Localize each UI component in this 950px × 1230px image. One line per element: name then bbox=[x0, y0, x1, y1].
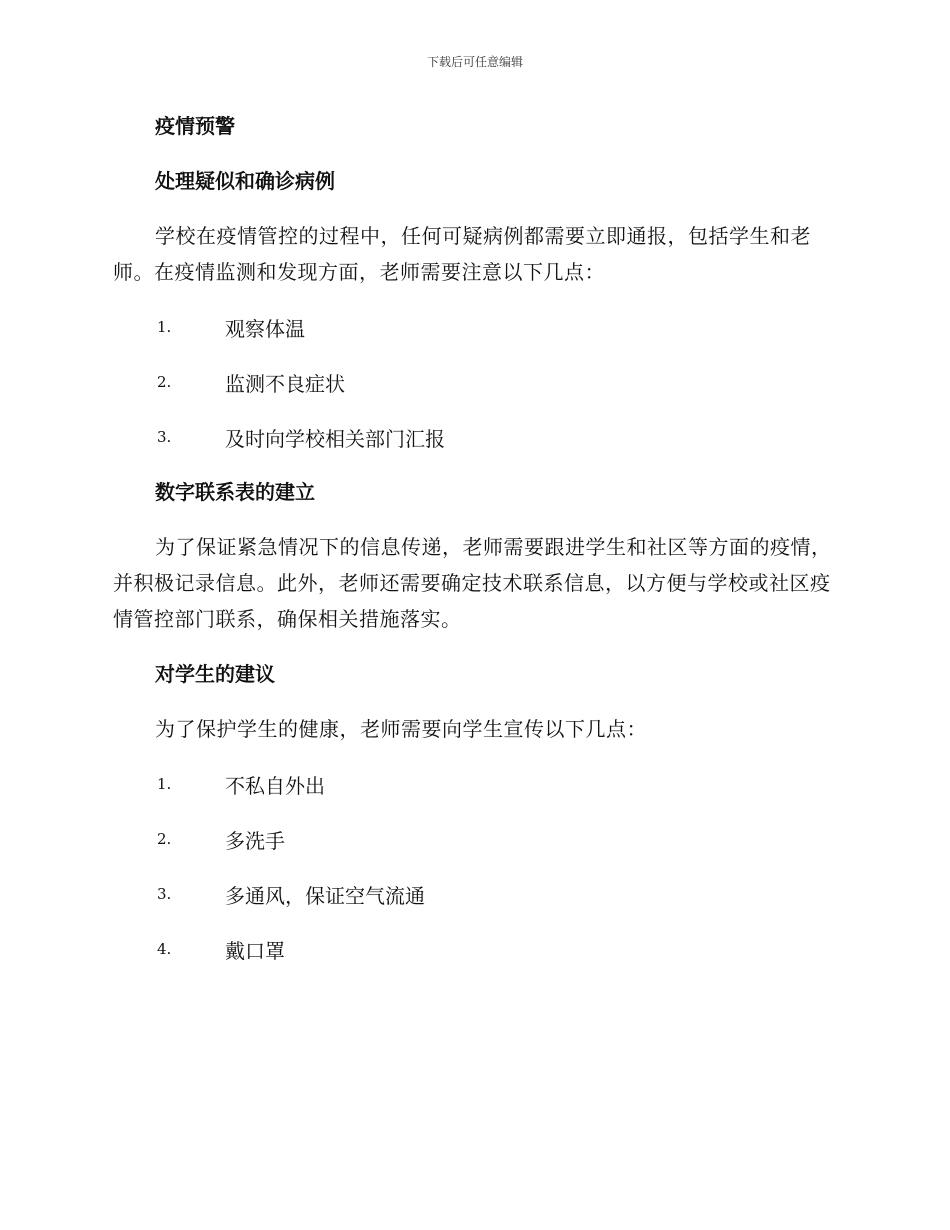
section-heading-advice: 对学生的建议 bbox=[155, 662, 275, 686]
list-item bbox=[113, 309, 833, 345]
list-item-text: 监测不良症状 bbox=[225, 371, 345, 396]
section-paragraph-contacts: 为了保证紧急情况下的信息传递，老师需要跟进学生和社区等方面的疫情，并积极记录信息。此外，老师还需要确定技术联系信息，以方便与学校或社区疫情管控部门联系，确保相关措施落实。 bbox=[113, 535, 832, 631]
list-item-number: 2. bbox=[157, 830, 172, 848]
list-item-number: 4. bbox=[157, 940, 172, 958]
page-header: 下载后可任意编辑 bbox=[426, 55, 523, 69]
advice-list bbox=[113, 766, 833, 967]
list-item bbox=[113, 821, 833, 857]
section-heading-cases: 处理疑似和确诊病例 bbox=[155, 169, 335, 193]
list-item-text: 不私自外出 bbox=[225, 773, 325, 798]
document-body bbox=[113, 108, 833, 986]
section-heading-contacts: 数字联系表的建立 bbox=[155, 480, 315, 504]
list-item bbox=[113, 766, 833, 802]
list-item bbox=[113, 931, 833, 967]
list-item-text: 多洗手 bbox=[225, 828, 285, 853]
list-item-number: 3. bbox=[157, 428, 172, 446]
list-item-number: 2. bbox=[157, 373, 172, 391]
list-item-number: 1. bbox=[157, 318, 172, 336]
list-item bbox=[113, 876, 833, 912]
section-paragraph-cases: 学校在疫情管控的过程中，任何可疑病例都需要立即通报，包括学生和老师。在疫情监测和发现方面，老师需要注意以下几点： bbox=[113, 224, 811, 284]
monitoring-list bbox=[113, 309, 833, 455]
list-item bbox=[113, 364, 833, 400]
list-item-text: 戴口罩 bbox=[225, 938, 285, 963]
list-item bbox=[113, 419, 833, 455]
section-paragraph-advice: 为了保护学生的健康，老师需要向学生宣传以下几点： bbox=[155, 717, 647, 741]
list-item-number: 1. bbox=[157, 775, 172, 793]
list-item-text: 观察体温 bbox=[225, 316, 305, 341]
list-item-text: 及时向学校相关部门汇报 bbox=[225, 426, 445, 451]
list-item-text: 多通风，保证空气流通 bbox=[225, 883, 425, 908]
document-title: 疫情预警 bbox=[155, 114, 235, 138]
list-item-number: 3. bbox=[157, 885, 172, 903]
